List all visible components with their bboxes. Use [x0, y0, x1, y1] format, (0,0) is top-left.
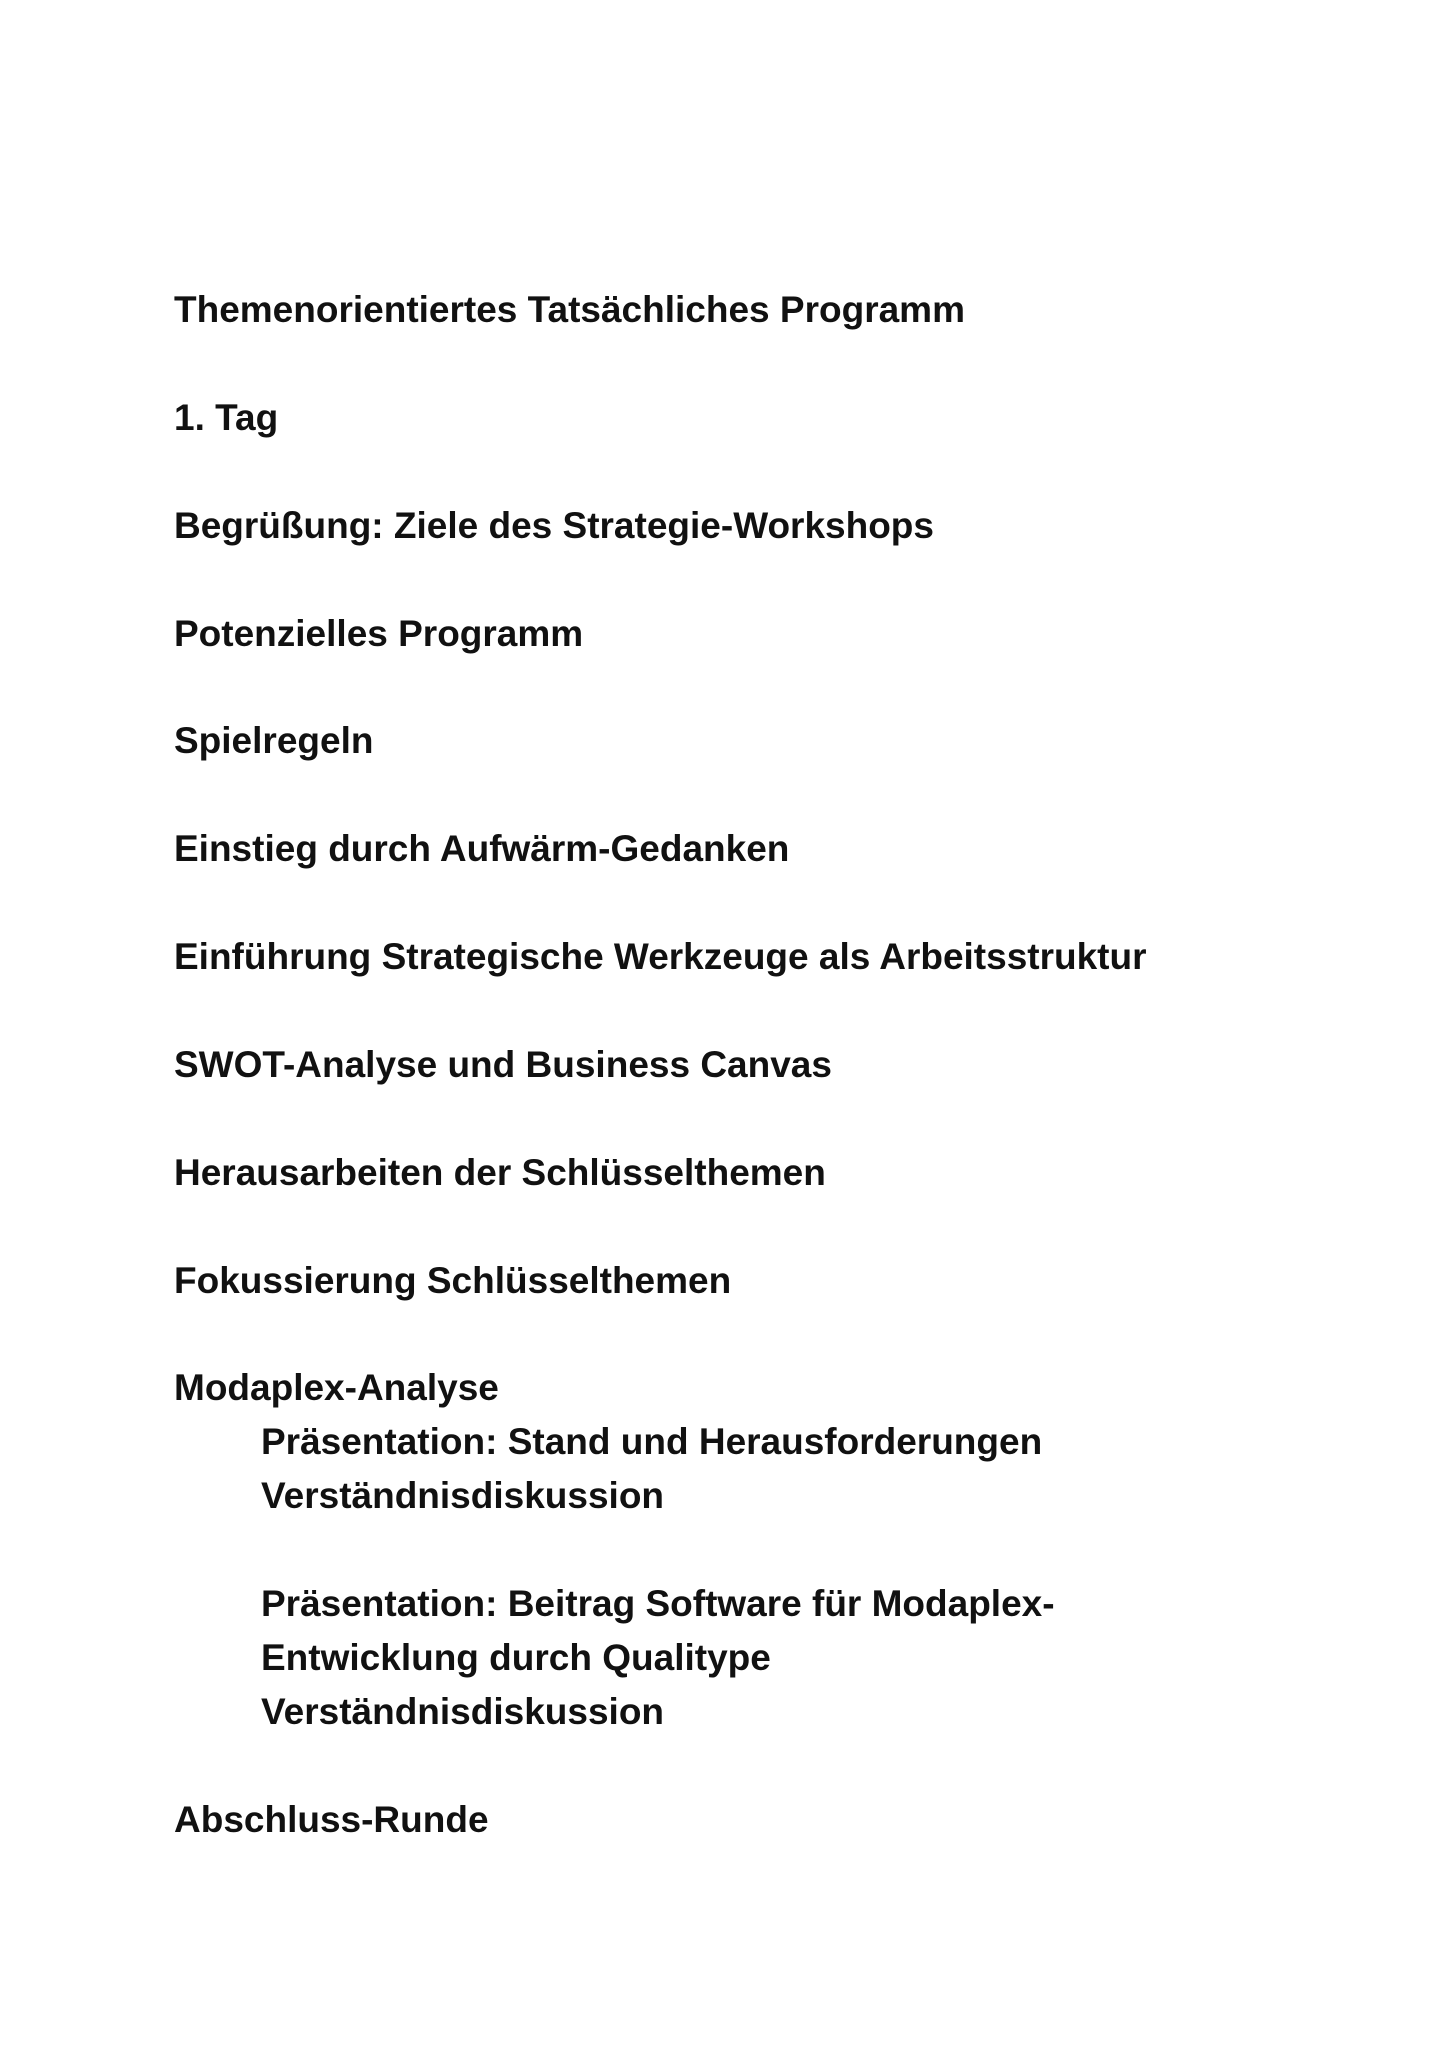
- agenda-item: Spielregeln: [174, 720, 374, 761]
- agenda-item: Potenzielles Programm: [174, 613, 584, 654]
- sub-item: Präsentation: Stand und Herausforderungen: [261, 1421, 1043, 1462]
- agenda-item: SWOT-Analyse und Business Canvas: [174, 1044, 832, 1085]
- document-title: Themenorientiertes Tatsächliches Programm: [174, 289, 965, 330]
- agenda-item: Begrüßung: Ziele des Strategie-Workshops: [174, 505, 934, 546]
- sub-item: Verständnisdiskussion: [261, 1475, 665, 1516]
- agenda-item: Modaplex-Analyse: [174, 1367, 499, 1408]
- agenda-item: Einführung Strategische Werkzeuge als Arbeitsstruktur: [174, 936, 1147, 977]
- sub-item: Verständnisdiskussion: [261, 1691, 665, 1732]
- sub-item: Entwicklung durch Qualitype: [261, 1637, 771, 1678]
- sub-item: Präsentation: Beitrag Software für Modaplex-: [261, 1583, 1055, 1624]
- agenda-item: Fokussierung Schlüsselthemen: [174, 1260, 732, 1301]
- agenda-item: Herausarbeiten der Schlüsselthemen: [174, 1152, 826, 1193]
- day-heading: 1. Tag: [174, 397, 279, 438]
- closing-item: Abschluss-Runde: [174, 1799, 489, 1840]
- agenda-item: Einstieg durch Aufwärm-Gedanken: [174, 828, 790, 869]
